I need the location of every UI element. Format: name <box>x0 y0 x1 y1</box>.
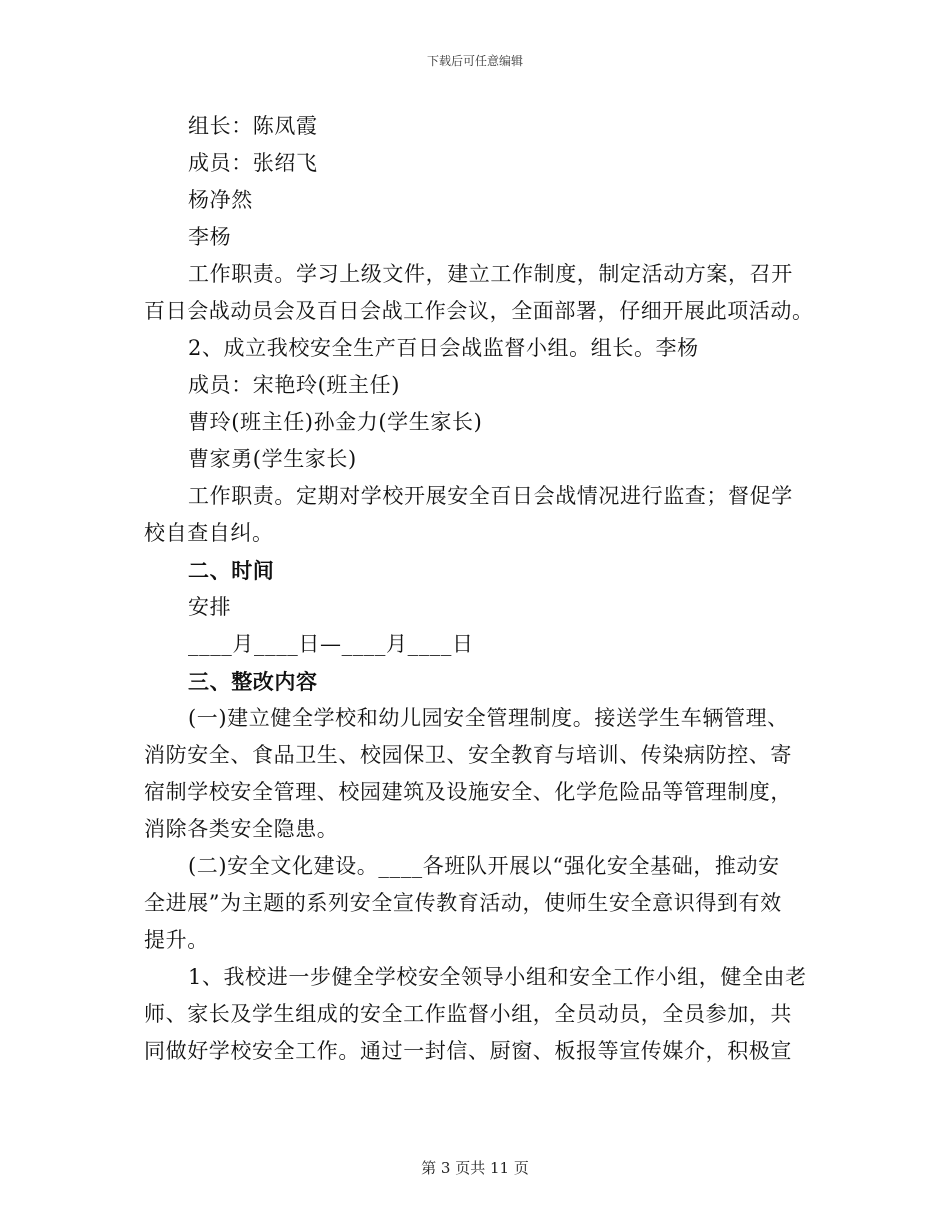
text-line: 成员：宋艳玲(班主任) <box>188 373 400 397</box>
text-line: 成员：张绍飞 <box>188 151 318 175</box>
text-line: 1、我校进一步健全学校安全领导小组和安全工作小组，健全由老 <box>188 965 807 989</box>
section-heading: 二、时间 <box>188 558 275 583</box>
text-line: 曹玲(班主任)孙金力(学生家长) <box>188 410 483 434</box>
text-line: 同做好学校安全工作。通过一封信、厨窗、板报等宣传媒介，积极宣 <box>144 1039 792 1063</box>
text-line: 消防安全、食品卫生、校园保卫、安全教育与培训、传染病防控、寄 <box>144 743 792 767</box>
page-footer: 第 3 页共 11 页 <box>421 1159 529 1177</box>
text-line: ____月____日—____月____日 <box>188 632 474 656</box>
text-line: 师、家长及学生组成的安全工作监督小组，全员动员，全员参加，共 <box>144 1002 792 1026</box>
text-line: 李杨 <box>188 225 232 249</box>
page-header: 下载后可任意编辑 <box>426 54 523 68</box>
section-heading: 三、整改内容 <box>188 669 318 694</box>
text-line: 安排 <box>188 595 232 619</box>
text-line: 工作职责。定期对学校开展安全百日会战情况进行监查；督促学 <box>188 484 793 508</box>
text-line: 提升。 <box>144 928 209 952</box>
text-line: (二)安全文化建设。____各班队开展以“强化安全基础，推动安 <box>188 854 780 878</box>
text-line: 组长：陈凤霞 <box>188 114 318 138</box>
text-line: 宿制学校安全管理、校园建筑及设施安全、化学危险品等管理制度， <box>144 780 792 804</box>
text-line: 工作职责。学习上级文件，建立工作制度，制定活动方案，召开 <box>188 262 793 286</box>
text-line: 百日会战动员会及百日会战工作会议，全面部署，仔细开展此项活动。 <box>144 299 814 323</box>
text-line: 消除各类安全隐患。 <box>144 817 339 841</box>
text-line: 校自查自纠。 <box>144 521 274 545</box>
text-line: 2、成立我校安全生产百日会战监督小组。组长。李杨 <box>188 336 699 360</box>
document-body <box>144 108 814 1070</box>
text-line: 全进展”为主题的系列安全宣传教育活动，使师生安全意识得到有效 <box>144 891 782 915</box>
text-line: 曹家勇(学生家长) <box>188 447 357 471</box>
text-line: 杨净然 <box>188 188 253 212</box>
text-line: (一)建立健全学校和幼儿园安全管理制度。接送学生车辆管理、 <box>188 706 789 730</box>
